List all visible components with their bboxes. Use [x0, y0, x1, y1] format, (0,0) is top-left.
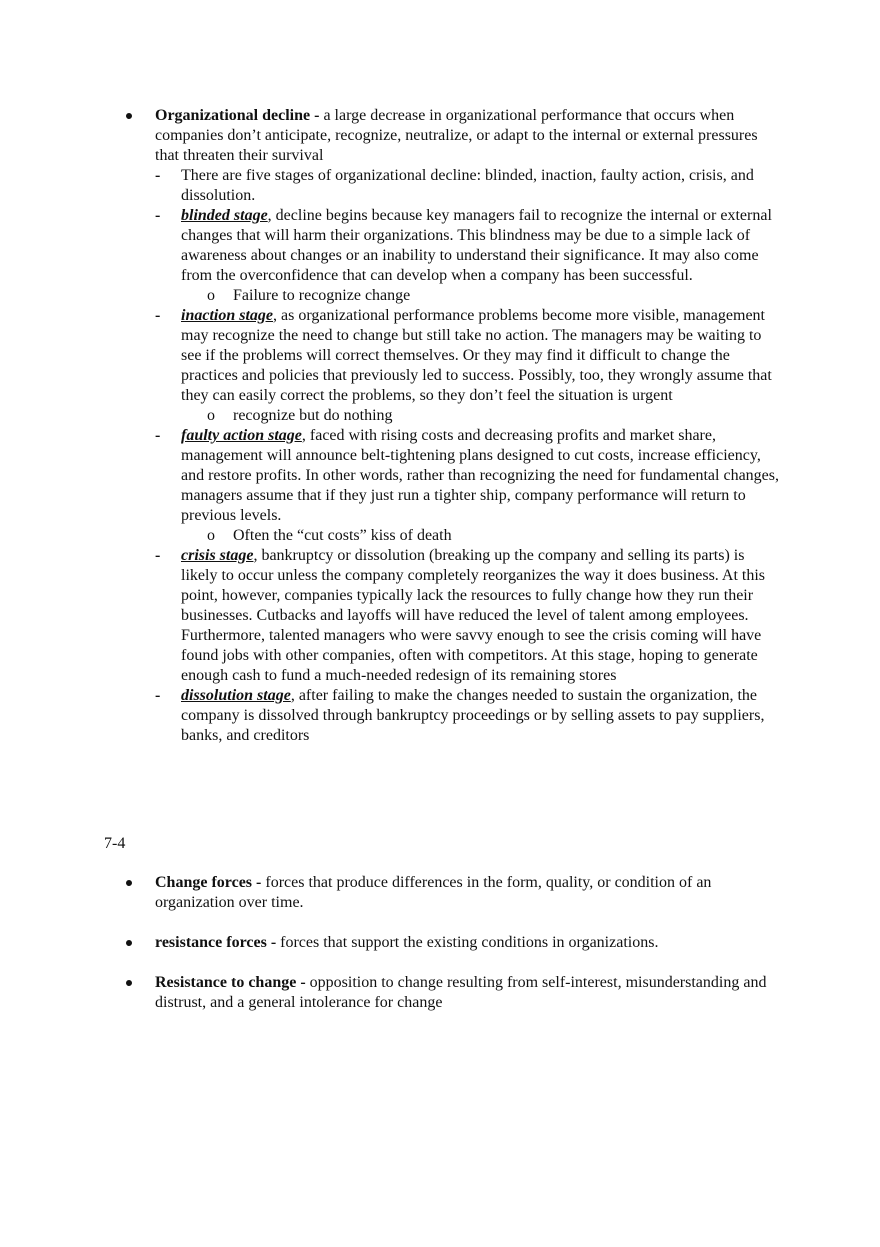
note-text: Failure to recognize change [233, 287, 411, 304]
sub-note [155, 286, 780, 306]
definition-term: Organizational decline - [155, 107, 320, 124]
stage-description: , as organizational performance problems become more visible, management may recognize the need to change but still take no action. The managers may be waiting to see if the problems will correct themselves. Or they may find it difficult to change the practices and policies that previously led to success. Possibly, too, they wrongly assume that they can easily correct the problems, so they don’t feel the situation is urgent [181, 307, 772, 404]
stage-name: faulty action stage [181, 427, 302, 444]
definition-term: Change forces - [155, 874, 262, 891]
bullet-point-icon [126, 980, 132, 986]
bullet-point-icon [126, 113, 132, 119]
decline-stage-list [155, 166, 780, 746]
stage-name: crisis stage [181, 547, 254, 564]
dash-icon: - [155, 547, 161, 564]
circle-bullet-icon: o [207, 287, 215, 304]
definition-text: forces that support the existing conditions in organizations. [276, 934, 659, 951]
definition-term: resistance forces - [155, 934, 277, 951]
note-text: Often the “cut costs” kiss of death [233, 527, 452, 544]
sub-note [155, 406, 780, 426]
stages-intro: There are five stages of organizational decline: blinded, inaction, faulty action, crisis, and dissolution. [181, 167, 754, 204]
list-item [155, 166, 780, 206]
list-item-crisis-stage [155, 546, 780, 686]
dash-icon: - [155, 167, 161, 184]
bullet-resistance-forces [155, 933, 780, 953]
dash-icon: - [155, 687, 161, 704]
dash-icon: - [155, 207, 161, 224]
bullet-point-icon [126, 880, 132, 886]
sub-note [155, 526, 780, 546]
section-number: 7-4 [104, 835, 126, 852]
stage-name: inaction stage [181, 307, 274, 324]
stage-name: blinded stage [181, 207, 268, 224]
stage-description: , after failing to make the changes needed to sustain the organization, the company is dissolved through bankruptcy proceedings or by selling assets to pay suppliers, banks, and creditors [181, 687, 765, 744]
definition-text: a large decrease in organizational performance that occurs when companies don’t anticipate, recognize, neutralize, or adapt to the internal or external pressures that threaten their survival [155, 107, 758, 164]
dash-icon: - [155, 427, 161, 444]
bullet-resistance-to-change [155, 973, 780, 1013]
stage-name: dissolution stage [181, 687, 291, 704]
list-item-blinded-stage [155, 206, 780, 286]
note-text: recognize but do nothing [233, 407, 393, 424]
definition-text: forces that produce differences in the form, quality, or condition of an organization over time. [155, 874, 712, 911]
definition-term: Resistance to change - [155, 974, 306, 991]
definition-paragraph [155, 106, 780, 166]
circle-bullet-icon: o [207, 407, 215, 424]
definition-text: opposition to change resulting from self-interest, misunderstanding and distrust, and a general intolerance for change [155, 974, 767, 1011]
stage-description: , bankruptcy or dissolution (breaking up the company and selling its parts) is likely to occur unless the company completely reorganizes the way it does business. At this point, however, companies typically lack the resources to fully change how they run their businesses. Cutbacks and layoffs will have reduced the level of talent among employees. Furthermore, talented managers who were savvy enough to see the crisis coming will have found jobs with other companies, often with competitors. At this stage, hoping to generate enough cash to fund a much-needed redesign of its remaining stores [181, 547, 766, 684]
bullet-point-icon [126, 940, 132, 946]
list-item-inaction-stage [155, 306, 780, 406]
list-item-faulty-action-stage [155, 426, 780, 526]
stage-description: , faced with rising costs and decreasing profits and market share, management will announce belt-tightening plans designed to cut costs, increase efficiency, and restore profits. In other words, rather than recognizing the need for fundamental changes, managers assume that if they just run a tighter ship, company performance will return to previous levels. [181, 427, 779, 524]
dash-icon: - [155, 307, 161, 324]
stage-description: , decline begins because key managers fail to recognize the internal or external changes that will harm their organizations. This blindness may be due to a simple lack of awareness about changes or an inability to understand their significance. It may also come from the overconfidence that can develop when a company has been successful. [181, 207, 772, 284]
circle-bullet-icon: o [207, 527, 215, 544]
list-item-dissolution-stage [155, 686, 780, 746]
bullet-change-forces [155, 873, 780, 913]
bullet-organizational-decline [155, 106, 780, 746]
